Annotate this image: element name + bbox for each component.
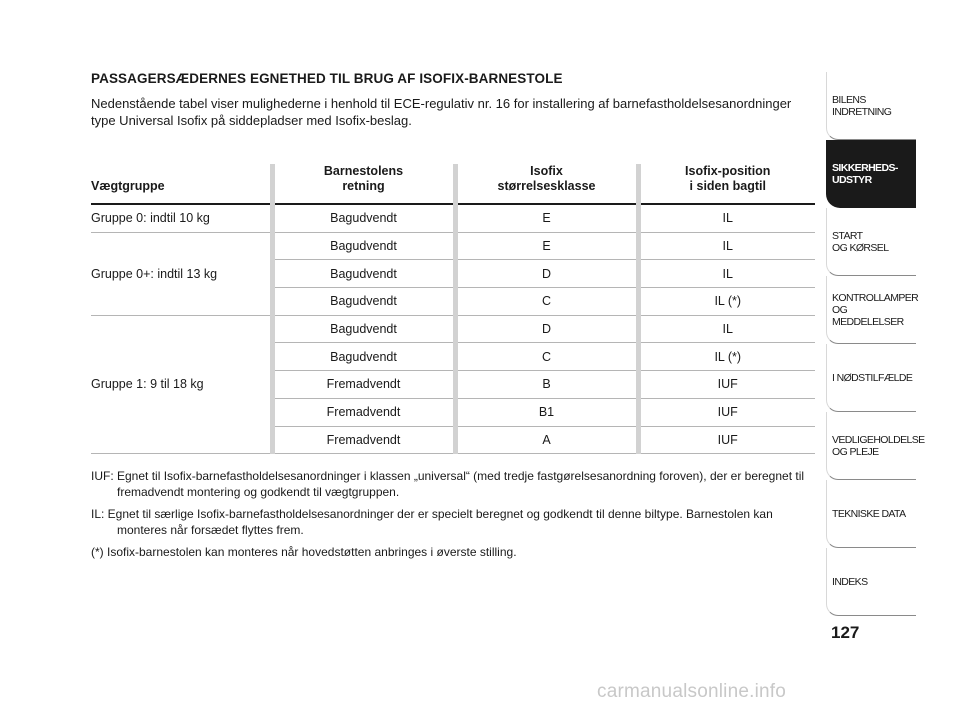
size-cell: C (455, 288, 638, 316)
note-asterisk: (*) Isofix-barnestolen kan monteres når hovedstøtten anbringes i øverste stilling. (91, 545, 517, 559)
tab-label-line2: OG MEDDELELSER (832, 303, 904, 328)
table-row (91, 315, 815, 343)
footnotes (91, 469, 815, 568)
sidebar-tab-bilens-indretning[interactable] (826, 72, 916, 140)
position-cell: IL (*) (638, 343, 815, 371)
page-heading: PASSAGERSÆDERNES EGNETHED TIL BRUG AF ISOFIX-BARNESTOLE (91, 71, 563, 86)
sidebar-tab-tekniske-data[interactable] (826, 480, 916, 548)
position-cell: IL (638, 315, 815, 343)
header-weight-group: Vægtgruppe (91, 179, 165, 193)
tab-label-line2: INDRETNING (832, 105, 892, 118)
isofix-table (91, 164, 815, 454)
table-row (91, 232, 815, 260)
sidebar-tab-start-og-korsel[interactable] (826, 208, 916, 276)
sidebar-tab-indeks[interactable] (826, 548, 916, 616)
size-cell: A (455, 426, 638, 454)
direction-cell: Bagudvendt (272, 343, 455, 371)
position-cell: IL (*) (638, 288, 815, 316)
header-seat-direction (272, 164, 455, 204)
header-direction-line1: Barnestolens (323, 164, 404, 178)
header-position-line1: Isofix-position (685, 164, 771, 178)
tab-label-line1: BILENS (832, 93, 866, 106)
watermark: carmanualsonline.info (597, 681, 787, 702)
intro-paragraph: Nedenstående tabel viser mulighederne i henhold til ECE-regulativ nr. 16 for installering af barnefastholdelsesanordninger type Universal Isofix på siddepladser med Isofix-beslag. (91, 96, 792, 128)
size-cell: D (455, 315, 638, 343)
tab-label-line2: OG KØRSEL (832, 241, 889, 254)
position-cell: IL (638, 204, 815, 232)
position-cell: IL (638, 260, 815, 288)
tab-label-line1: INDEKS (832, 575, 868, 588)
table-header-row (91, 164, 815, 204)
header-isofix-position (638, 164, 815, 204)
direction-cell: Fremadvendt (272, 371, 455, 399)
position-cell: IUF (638, 426, 815, 454)
note-il: IL: Egnet til særlige Isofix-barnefastholdelsesanordninger der er specielt beregnet og godkendt til denne biltype. Barnestolen kan monteres når forsædet flyttes frem. (91, 507, 773, 537)
page-number: 127 (831, 623, 860, 642)
position-cell: IUF (638, 398, 815, 426)
sidebar-tab-vedligeholdelse[interactable] (826, 412, 925, 480)
size-cell: B (455, 371, 638, 399)
tab-label-line2: OG PLEJE (832, 445, 879, 458)
header-size-line1: Isofix (530, 164, 563, 178)
tab-label-line1: KONTROLLAMPER (832, 291, 919, 304)
tab-label-line1: START (832, 229, 863, 242)
tab-label-line1: VEDLIGEHOLDELSE (832, 433, 925, 446)
header-size-line2: størrelsesklasse (497, 179, 596, 193)
tab-label-line1: I NØDSTILFÆLDE (832, 371, 913, 384)
header-direction-line2: retning (342, 179, 385, 193)
size-cell: B1 (455, 398, 638, 426)
direction-cell: Fremadvendt (272, 398, 455, 426)
size-cell: E (455, 204, 638, 232)
direction-cell: Bagudvendt (272, 232, 455, 260)
sidebar-tab-i-nodstilfaelde[interactable] (826, 344, 916, 412)
chapter-sidebar (826, 72, 925, 616)
weight-group-cell: Gruppe 0+: indtil 13 kg (91, 266, 218, 281)
sidebar-tab-sikkerhedsudstyr[interactable] (826, 140, 916, 208)
weight-group-cell: Gruppe 1: 9 til 18 kg (91, 377, 204, 392)
tab-label-line2: UDSTYR (832, 173, 872, 186)
direction-cell: Fremadvendt (272, 426, 455, 454)
tab-label-line1: TEKNISKE DATA (832, 507, 906, 520)
position-cell: IL (638, 232, 815, 260)
direction-cell: Bagudvendt (272, 260, 455, 288)
direction-cell: Bagudvendt (272, 315, 455, 343)
note-iuf: IUF: Egnet til Isofix-barnefastholdelsesanordninger i klassen „universal“ (med tredje fastgørelsesanordning foroven), der er beregnet til fremadvendt montering og godkendt til vægtgruppen. (91, 469, 805, 499)
header-position-line2: i siden bagtil (689, 179, 766, 193)
size-cell: C (455, 343, 638, 371)
size-cell: E (455, 232, 638, 260)
weight-group-cell: Gruppe 0: indtil 10 kg (91, 211, 210, 226)
tab-label-line1: SIKKERHEDS- (832, 161, 898, 174)
header-size-class (455, 164, 638, 204)
direction-cell: Bagudvendt (272, 288, 455, 316)
table-row (91, 204, 815, 232)
direction-cell: Bagudvendt (272, 204, 455, 232)
size-cell: D (455, 260, 638, 288)
sidebar-tab-kontrollamper[interactable] (826, 276, 919, 344)
position-cell: IUF (638, 371, 815, 399)
